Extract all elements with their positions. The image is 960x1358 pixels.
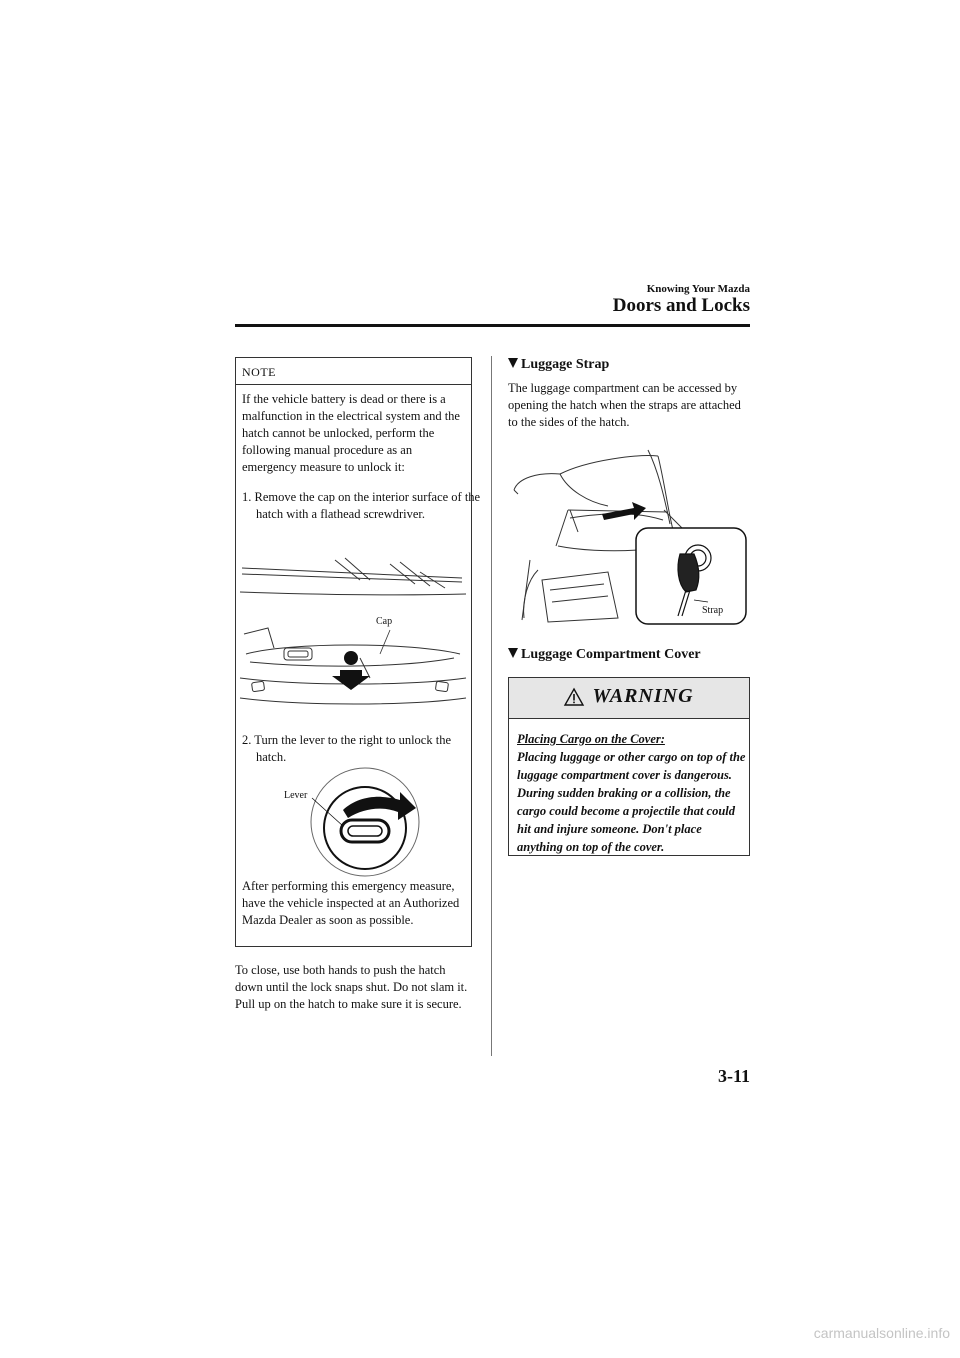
header-rule [235,324,750,327]
page-number: 3-11 [717,1066,750,1086]
lever-label: Lever [284,790,308,801]
lever-illustration [240,770,466,880]
triangle-bullet-icon [508,358,518,368]
note-heading: NOTE [236,358,471,385]
closing-paragraph: To close, use both hands to push the hatch down until the lock snaps shut. Do not slam it. Pull up on the hatch to make sure it is secure. [235,963,468,1011]
page-title: Doors and Locks [612,295,750,316]
warning-subheading: Placing Cargo on the Cover: [517,732,665,746]
warning-text [517,730,747,856]
warning-triangle-icon [564,688,584,706]
warning-title: WARNING [592,685,694,707]
warning-body: Placing luggage or other cargo on top of the luggage compartment cover is dangerous. During sudden braking or a collision, the cargo could become a projectile that could hit and injure someone. Don't place anything on top of the cover. [517,750,746,854]
hatch-cap-illustration [240,558,466,718]
cap-label: Cap [376,616,393,627]
note-intro: If the vehicle battery is dead or there is a malfunction in the electrical system and the hatch cannot be unlocked, perform the following manual procedure as an emergency measure to unlock it: [242,392,460,474]
strap-label: Strap [702,605,724,616]
note-step-2: 2. Turn the lever to the right to unlock the hatch. [242,733,452,764]
section-label: Knowing Your Mazda [646,283,750,295]
note-box [235,357,481,947]
luggage-cover-heading: Luggage Compartment Cover [508,647,701,663]
luggage-strap-paragraph: The luggage compartment can be accessed by opening the hatch when the straps are attached to the sides of the hatch. [508,381,741,429]
luggage-strap-heading: Luggage Strap [508,357,609,373]
warning-header [509,678,749,719]
watermark: carmanualsonline.info [813,1325,950,1341]
triangle-bullet-icon [508,648,518,658]
luggage-strap-illustration [508,450,748,630]
warning-box [508,677,750,856]
column-divider [491,356,492,1056]
note-after: After performing this emergency measure, have the vehicle inspected at an Authorized Mazda Dealer as soon as possible. [242,879,460,927]
note-step-1: 1. Remove the cap on the interior surface of the hatch with a flathead screwdriver. [242,490,481,521]
